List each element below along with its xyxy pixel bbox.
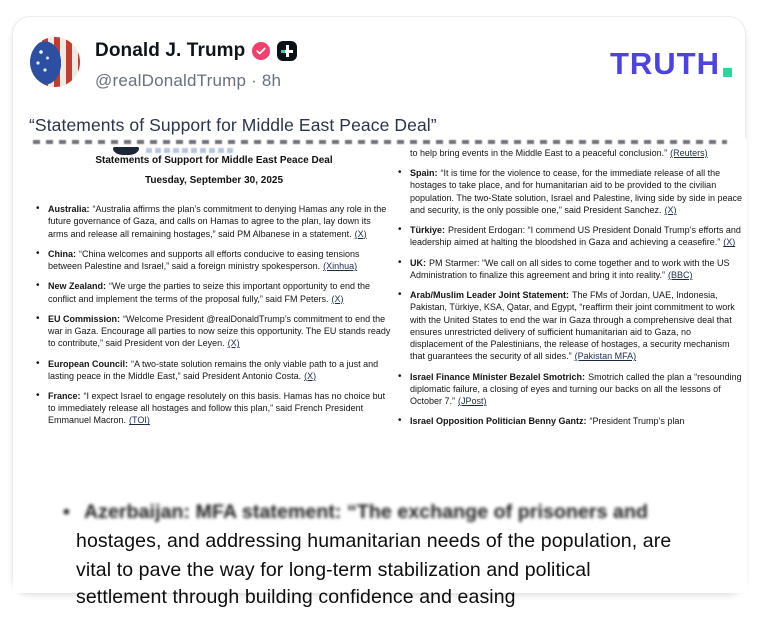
truth-plus-icon (277, 41, 297, 61)
source-link: (X) (331, 293, 344, 304)
document-date: Tuesday, September 30, 2025 (144, 174, 284, 186)
document-title: Statements of Support for Middle East Peace Deal (95, 155, 333, 166)
doc-bullet-turkiye: • Türkiye: President Erdogan: “I commend US President Donald Trump’s efforts and leadership aimed at halting the bloodshed in Gaza and achieving a ceasefire.” (X) (397, 224, 743, 248)
doc-bullet-uk: • UK: PM Starmer: “We call on all sides to come together and to work with the US Administration to finalize this agreement and bring it into reality.” (BBC) (397, 257, 743, 281)
zoom-strip-line-2: hostages, and addressing humanitarian needs of the population, are (76, 530, 672, 552)
document-right-column (397, 147, 743, 435)
strip-bullet: • (63, 501, 70, 523)
avatar[interactable] (30, 37, 80, 87)
source-link: (X) (354, 228, 367, 239)
source-link: (X) (664, 204, 677, 215)
doc-bullet-gantz: • Israel Opposition Politician Benny Gantz: “President Trump’s plan (397, 415, 743, 427)
source-link: (JPost) (458, 395, 487, 406)
truth-social-logo[interactable] (610, 48, 732, 79)
source-link: (BBC) (667, 269, 693, 280)
verified-badge-icon (252, 42, 270, 60)
document-left-column (35, 154, 393, 435)
author-row (95, 40, 297, 62)
document-bullet-list (397, 147, 743, 427)
display-name[interactable]: Donald J. Trump (95, 40, 246, 61)
source-link: (X) (723, 237, 736, 248)
source-link: (Reuters) (670, 148, 708, 158)
doc-bullet-continuation: to help bring events in the Middle East to a peaceful conclusion.” (Reuters) (410, 148, 708, 158)
doc-bullet-spain: • Spain: “It is time for the violence to cease, for the immediate release of all the hostages to take place, and for humanitarian aid to be provided to the civilian population. The two-State solution, Israel and Palestine, living side by side in peace and security, is the only possible one,” said President Sanchez. (X) (397, 167, 743, 216)
doc-bullet-france: • France: “I expect Israel to engage resolutely on this basis. Hamas has no choice but to immediately release all hostages and follow this plan,” said French President Emmanuel Macron. (TOI) (35, 390, 393, 427)
source-link: (TOI) (129, 415, 150, 426)
doc-bullet-european-council: • European Council: “A two-state solution remains the only viable path to a just and lasting peace in the Middle East,” said President Antonio Costa. (X) (35, 358, 393, 382)
doc-bullet-arab-muslim-statement: • Arab/Muslim Leader Joint Statement: The FMs of Jordan, UAE, Indonesia, Pakistan, Türkiye, KSA, Qatar, and Egypt, “reaffirm their joint commitment to work with the United States to end the war in Gaza through a comprehensive deal that ensures unrestricted delivery of sufficient humanitarian aid to Gaza, no displacement of the Palestinians, the release of hostages, a security mechanism that guarantees the security of all sides.” (Pakistan MFA) (397, 289, 743, 362)
post-title: “Statements of Support for Middle East Peace Deal” (29, 115, 437, 135)
truth-logo-dot-icon (723, 68, 732, 77)
zoom-strip-line-3: vital to pave the way for long-term stabilization and political (76, 559, 591, 581)
source-link: (Pakistan MFA) (574, 351, 637, 362)
post-card (12, 16, 746, 608)
document-bullet-list (35, 203, 393, 427)
check-icon (256, 46, 266, 56)
source-link: (X) (227, 338, 240, 349)
doc-bullet-eu-commission: • EU Commission: “Welcome President @realDonaldTrump’s commitment to end the war in Gaza. Encourage all parties to now seize this opportunity. The EU stands ready to contribute,” said President von der Leyen. (X) (35, 313, 393, 350)
handle-and-timestamp[interactable]: @realDonaldTrump · 8h (95, 71, 282, 90)
truth-logo-text: TRUTH (609, 46, 720, 81)
cropped-text-edge (33, 140, 727, 144)
doc-bullet-australia: • Australia: “Australia affirms the plan’s commitment to denying Hamas any role in the future governance of Gaza, and calls on Hamas to agree to the plan, lay down its arms and release all remaining hostages,” said PM Albanese in a statement. (X) (35, 203, 393, 240)
source-link: (X) (304, 370, 317, 381)
letterhead-blur-text (146, 148, 234, 153)
doc-bullet-smotrich: • Israel Finance Minister Bezalel Smotrich: Smotrich called the plan a “resounding diplomatic failure, a closing of eyes and turning our backs on all the lessons of October 7.” (JPost) (397, 371, 743, 408)
source-link: (Xinhua) (323, 261, 358, 272)
doc-bullet-new-zealand: • New Zealand: “We urge the parties to seize this important opportunity to end the conflict and implement the terms of the proposal fully,” said FM Peters. (X) (35, 280, 393, 304)
zoom-strip-line-1: • Azerbaijan: MFA statement: “The exchange of prisoners and (63, 501, 649, 523)
doc-bullet-china: • China: “China welcomes and supports all efforts conducive to easing tensions between Palestine and Israel,” said a foreign ministry spokesperson. (Xinhua) (35, 248, 393, 272)
zoom-strip-line-4: settlement through building confidence and easing (76, 586, 516, 608)
post-attachment-image[interactable] (13, 139, 747, 608)
